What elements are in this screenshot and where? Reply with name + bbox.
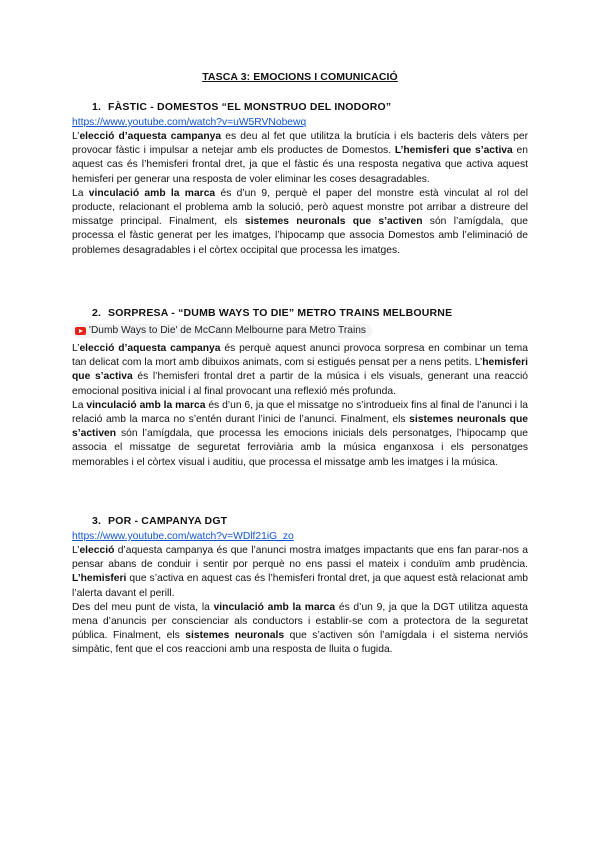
section-sorpresa <box>72 306 528 470</box>
section-title: POR - CAMPANYA DGT <box>108 515 228 527</box>
section-number: 2. <box>92 307 102 319</box>
paragraph: La vinculació amb la marca és d’un 9, perquè el paper del monstre està vinculat al rol del producte, relacionant el problema amb la solució, però aquest monstre pot arribar a distreure del missatge principal. Finalment, els sistemes neuronals que s’activen són l’amígdala, que processa el fàstic generat per les imatges, l’hipocamp que associa Domestos amb l’eliminació de problemes desagradables i el còrtex occipital que processa les imatges. <box>72 187 528 256</box>
paragraph: Des del meu punt de vista, la vinculació amb la marca és d’un 9, ja que la DGT utilitza aquesta mena d’anuncis per conscienciar als conductors i establir-se com a protectora de la seguretat pública. Finalment, els sistemes neuronals que s’activen són l’amígdala i el sistema nerviós simpàtic, fent que el cos reaccioni amb una resposta de lluita o fugida. <box>72 601 528 656</box>
section-number: 3. <box>92 515 102 527</box>
paragraph: L’elecció d’aquesta campanya és perquè aquest anunci provoca sorpresa en combinar un tema tan delicat com la mort amb dibuixos animats, com si estigués pensat per a nens petits. L’hemisferi que s’activa és l’hemisferi frontal dret a partir de la música i els visuals, generant una reacció emocional positiva inicial i al final provocant una reflexió més profunda. <box>72 343 528 397</box>
paragraph: L’elecció d’aquesta campanya es deu al fet que utilitza la brutícia i els bacteris dels vàters per provocar fàstic i impulsar a netejar amb els productes de Domestos. L’hemisferi que s’activa en aquest cas és l’hemisferi frontal dret, ja que el fàstic és una resposta negativa que activa aquest hemisferi per generar una resposta de voler eliminar les coses desagradables. <box>72 131 528 185</box>
section-heading <box>72 514 528 528</box>
section-number: 1. <box>92 101 102 113</box>
section-heading <box>72 306 528 320</box>
section-fastic <box>72 100 528 258</box>
youtube-icon <box>75 327 86 335</box>
paragraph: La vinculació amb la marca és d’un 6, ja que el missatge no s’introdueix fins al final de l’anunci i la relació amb la marca no s’entén durant l’inici de l’anunci. Finalment, els sistemes neuronals que s’activen són l’amígdala, que processa les emocions inicials dels personatges, l’hipocamp que associa el missatge de seguretat ferroviària amb la música enganxosa i els personatges memorables i el còrtex visual i auditiu, que processa el missatge amb les imatges i la música. <box>72 399 528 468</box>
section-heading <box>72 100 528 114</box>
section-title: SORPRESA - “DUMB WAYS TO DIE” METRO TRAINS MELBOURNE <box>108 307 453 319</box>
section-title: FÀSTIC - DOMESTOS “EL MONSTRUO DEL INODORO” <box>108 101 392 113</box>
youtube-chip-link[interactable] <box>72 324 372 338</box>
page-title: TASCA 3: EMOCIONS I COMUNICACIÓ <box>202 71 398 83</box>
youtube-link[interactable]: https://www.youtube.com/watch?v=uW5RVNobewq <box>72 117 307 128</box>
section-por <box>72 514 528 658</box>
youtube-link[interactable]: https://www.youtube.com/watch?v=WDlf21iG_zo <box>72 531 294 542</box>
paragraph: L’elecció d’aquesta campanya és que l’anunci mostra imatges impactants que ens fan parar-nos a pensar abans de conduir i sentir por perquè no ens passi el mateix i conduïm amb prudència. L’hemisferi que s’activa en aquest cas és l’hemisferi frontal dret, ja que aquest està relacionat amb l’alerta davant el perill. <box>72 545 528 599</box>
chip-label: 'Dumb Ways to Die' de McCann Melbourne para Metro Trains <box>89 325 366 336</box>
